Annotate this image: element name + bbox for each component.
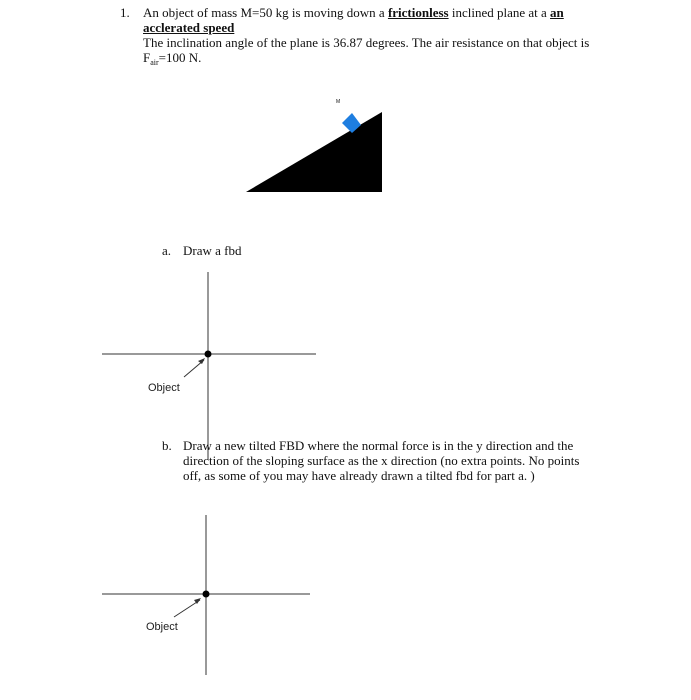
question-intro-2: inclined plane at a [448, 5, 551, 20]
question-intro: An object of mass M=50 kg is moving down a [143, 5, 388, 20]
part-a-object-label: Object [148, 382, 180, 394]
part-b-text: Draw a new tilted FBD where the normal force is in the y direction and the direction of the sloping surface as the x direction (no extra points. No points off, as some of you may have already drawn a tilted fbd for part a. ) [183, 438, 580, 483]
part-a-label: a. [162, 243, 172, 258]
inclined-plane [246, 112, 382, 192]
fbd-a-origin-dot [205, 351, 212, 358]
accelerated-term: acclerated speed [143, 20, 235, 35]
air-value: =100 N. [158, 50, 202, 65]
air-subscript: air [150, 58, 159, 67]
part-b-object-label: Object [146, 621, 178, 633]
part-a-text: Draw a fbd [183, 243, 242, 258]
mass-label: M [336, 99, 341, 105]
angle-text: The inclination angle of the plane is 36.87 degrees. The air resistance on that object is F [143, 35, 590, 65]
fbd-a-pointer-arrowhead [198, 358, 205, 364]
part-b-label: b. [162, 438, 172, 453]
frictionless-term: frictionless [387, 5, 449, 20]
fbd-b-origin-dot [203, 591, 210, 598]
question-number: 1. [120, 5, 130, 20]
an-term: an [550, 5, 564, 20]
